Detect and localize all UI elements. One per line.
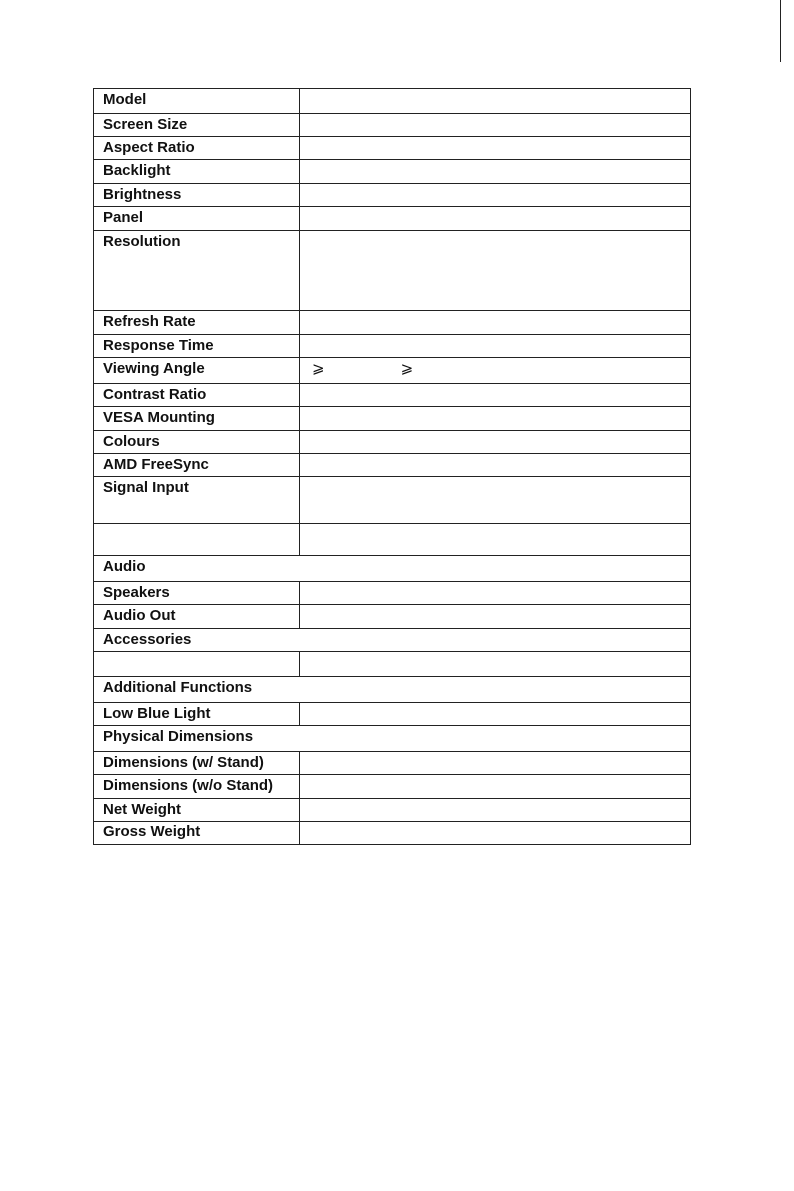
row-label-dimensions-without-stand: Dimensions (w/o Stand) — [94, 775, 300, 799]
table-row — [94, 184, 691, 207]
row-value-net-weight — [300, 799, 691, 822]
row-value-low-blue-light — [300, 703, 691, 726]
row-value-blank — [300, 652, 691, 677]
table-row — [94, 822, 691, 845]
section-header-audio: Audio — [94, 556, 691, 582]
row-label-signal-input: Signal Input — [94, 477, 300, 524]
table-row — [94, 775, 691, 799]
row-value-backlight — [300, 160, 691, 184]
row-label-speakers: Speakers — [94, 582, 300, 605]
row-label-resolution: Resolution — [94, 231, 300, 311]
row-label-blank — [94, 524, 300, 556]
table-row — [94, 89, 691, 114]
row-value-resolution — [300, 231, 691, 311]
row-value-speakers — [300, 582, 691, 605]
row-label-vesa-mounting: VESA Mounting — [94, 407, 300, 431]
table-row — [94, 231, 691, 311]
row-value-refresh-rate — [300, 311, 691, 335]
row-value-screen-size — [300, 114, 691, 137]
row-value-panel — [300, 207, 691, 231]
row-label-amd-freesync: AMD FreeSync — [94, 454, 300, 477]
table-row — [94, 407, 691, 431]
row-label-contrast-ratio: Contrast Ratio — [94, 384, 300, 407]
table-row — [94, 311, 691, 335]
row-label-brightness: Brightness — [94, 184, 300, 207]
spec-table — [93, 88, 691, 845]
row-value-model — [300, 89, 691, 114]
table-row — [94, 726, 691, 752]
table-row — [94, 629, 691, 652]
row-label-net-weight: Net Weight — [94, 799, 300, 822]
row-value-vesa-mounting — [300, 407, 691, 431]
row-value-aspect-ratio — [300, 137, 691, 160]
table-row — [94, 358, 691, 384]
table-row — [94, 582, 691, 605]
row-value-brightness — [300, 184, 691, 207]
row-label-audio-out: Audio Out — [94, 605, 300, 629]
row-value-blank — [300, 524, 691, 556]
row-label-viewing-angle: Viewing Angle — [94, 358, 300, 384]
table-row — [94, 431, 691, 454]
table-row — [94, 477, 691, 524]
table-row — [94, 384, 691, 407]
row-label-screen-size: Screen Size — [94, 114, 300, 137]
row-value-dimensions-with-stand — [300, 752, 691, 775]
row-label-response-time: Response Time — [94, 335, 300, 358]
row-value-audio-out — [300, 605, 691, 629]
table-row — [94, 677, 691, 703]
row-value-viewing-angle — [300, 358, 691, 384]
row-label-low-blue-light: Low Blue Light — [94, 703, 300, 726]
section-header-physical-dimensions: Physical Dimensions — [94, 726, 691, 752]
row-value-contrast-ratio — [300, 384, 691, 407]
table-row — [94, 454, 691, 477]
row-value-dimensions-without-stand — [300, 775, 691, 799]
section-header-accessories: Accessories — [94, 629, 691, 652]
greater-equal-symbol: ⩾ — [312, 360, 325, 377]
row-label-refresh-rate: Refresh Rate — [94, 311, 300, 335]
row-value-signal-input — [300, 477, 691, 524]
table-row — [94, 207, 691, 231]
table-row — [94, 114, 691, 137]
table-row — [94, 524, 691, 556]
table-row — [94, 556, 691, 582]
table-row — [94, 799, 691, 822]
row-value-response-time — [300, 335, 691, 358]
row-label-colours: Colours — [94, 431, 300, 454]
table-row — [94, 652, 691, 677]
table-row — [94, 137, 691, 160]
row-label-backlight: Backlight — [94, 160, 300, 184]
row-label-dimensions-with-stand: Dimensions (w/ Stand) — [94, 752, 300, 775]
crop-mark — [780, 0, 781, 62]
row-value-colours — [300, 431, 691, 454]
row-label-aspect-ratio: Aspect Ratio — [94, 137, 300, 160]
section-header-additional-functions: Additional Functions — [94, 677, 691, 703]
greater-equal-symbol: ⩾ — [400, 360, 414, 377]
table-row — [94, 335, 691, 358]
row-label-panel: Panel — [94, 207, 300, 231]
table-row — [94, 752, 691, 775]
table-row — [94, 703, 691, 726]
row-label-blank — [94, 652, 300, 677]
row-value-amd-freesync — [300, 454, 691, 477]
row-value-gross-weight — [300, 822, 691, 845]
row-label-model: Model — [94, 89, 300, 114]
table-row — [94, 160, 691, 184]
table-row — [94, 605, 691, 629]
row-label-gross-weight: Gross Weight — [94, 822, 300, 845]
